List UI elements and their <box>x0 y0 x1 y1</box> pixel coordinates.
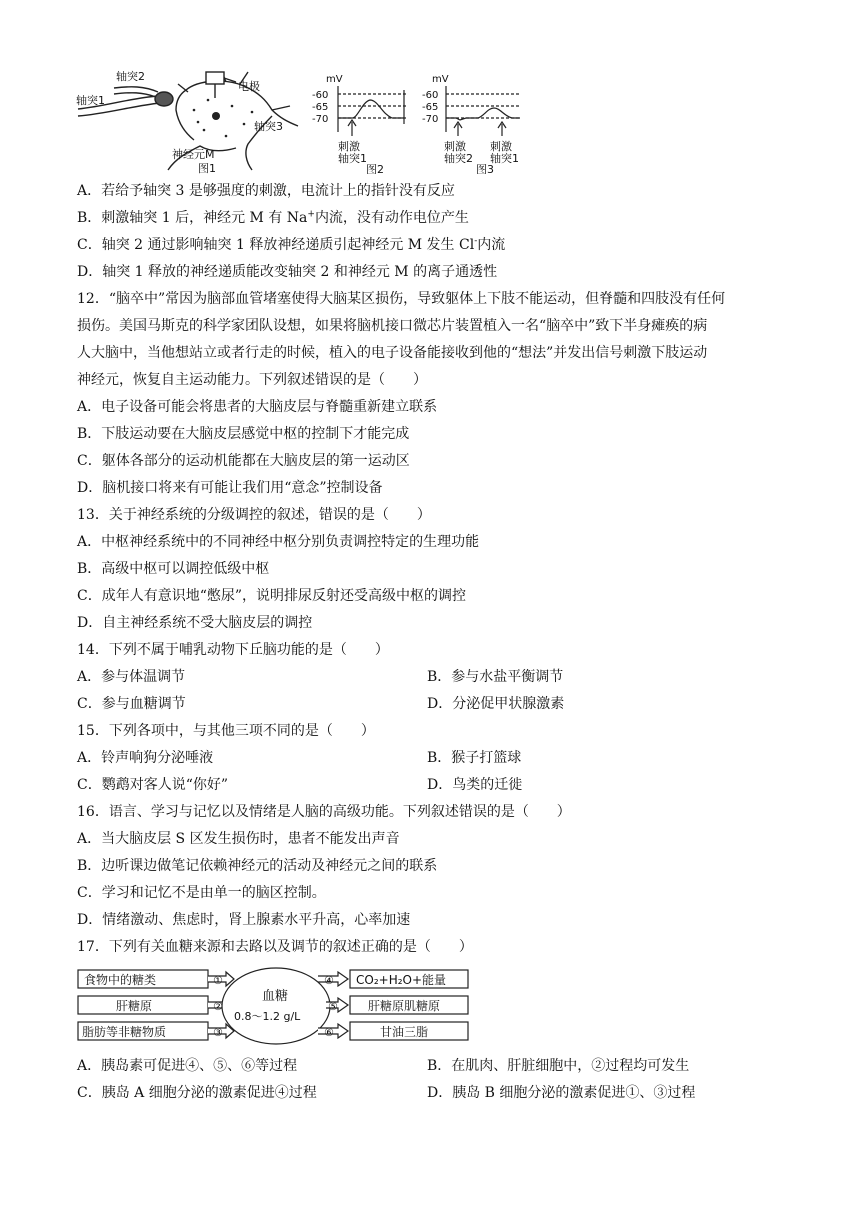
q12-stem-line4: 神经元，恢复自主运动能力。下列叙述错误的是（ ） <box>77 372 427 388</box>
caption-fig3: 图3 <box>476 163 494 174</box>
q14-option-d: D．分泌促甲状腺激素 <box>427 696 565 712</box>
num-6: ⑥ <box>324 1026 334 1039</box>
source-liver-glycogen: 肝糖原 <box>116 999 153 1013</box>
graph2-stim-2: 轴突1 <box>338 152 367 165</box>
q15-stem: 15．下列各项中，与其他三项不同的是（ ） <box>77 723 375 739</box>
graph3-tick-65: -65 <box>422 102 439 113</box>
graph2-stim-1: 刺激 <box>338 140 360 153</box>
q12-option-c: C．躯体各部分的运动机能都在大脑皮层的第一运动区 <box>77 453 410 469</box>
q13-option-d: D．自主神经系统不受大脑皮层的调控 <box>77 615 313 631</box>
label-axon1: 轴突1 <box>76 94 105 107</box>
sink-glycogen: 肝糖原肌糖原 <box>368 999 441 1013</box>
q15-option-a: A．铃声响狗分泌唾液 <box>77 750 214 766</box>
neuron-diagram <box>76 66 300 174</box>
label-electrode: 电极 <box>238 80 260 93</box>
q11-option-d: D．轴突 1 释放的神经递质能改变轴突 2 和神经元 M 的离子通透性 <box>77 264 498 280</box>
source-non-sugar: 脂肪等非糖物质 <box>82 1025 167 1039</box>
q13-option-b: B．高级中枢可以调控低级中枢 <box>77 561 270 577</box>
q12-option-b: B．下肢运动要在大脑皮层感觉中枢的控制下才能完成 <box>77 426 410 442</box>
q17-option-a: A．胰岛素可促进④、⑤、⑥等过程 <box>77 1058 298 1074</box>
q17-option-b: B．在肌肉、肝脏细胞中，②过程均可发生 <box>427 1058 690 1074</box>
blood-glucose-diagram <box>76 966 476 1048</box>
label-axon3: 轴突3 <box>254 120 283 133</box>
graph2-unit: mV <box>326 74 343 85</box>
label-neuron-m: 神经元M <box>172 148 215 161</box>
num-2: ② <box>213 1000 223 1013</box>
q11-b-sup: + <box>307 209 315 220</box>
num-4: ④ <box>324 974 334 987</box>
graph3-stimA-1: 刺激 <box>444 140 466 153</box>
q16-option-c: C．学习和记忆不是由单一的脑区控制。 <box>77 885 326 901</box>
q16-stem: 16．语言、学习与记忆以及情绪是人脑的高级功能。下列叙述错误的是（ ） <box>77 804 571 820</box>
source-food: 食物中的糖类 <box>84 973 157 987</box>
num-1: ① <box>213 974 223 987</box>
sink-energy: CO₂+H₂O+能量 <box>356 973 447 987</box>
graph3-unit: mV <box>432 74 449 85</box>
q11-c-pre: C．轴突 2 通过影响轴突 1 释放神经递质引起神经元 M 发生 Cl <box>77 237 475 253</box>
q11-c-sup: - <box>474 236 478 247</box>
q11-option-c <box>77 235 505 255</box>
q15-option-b: B．猴子打篮球 <box>427 750 522 766</box>
q14-option-b: B．参与水盐平衡调节 <box>427 669 564 685</box>
q12-option-d: D．脑机接口将来有可能让我们用“意念”控制设备 <box>77 480 383 496</box>
q17-stem: 17．下列有关血糖来源和去路以及调节的叙述正确的是（ ） <box>77 939 473 955</box>
q12-stem-line1: 12．“脑卒中”常因为脑部血管堵塞使得大脑某区损伤，导致躯体上下肢不能运动，但脊髓和四肢没有任何 <box>77 291 726 307</box>
num-3: ③ <box>213 1026 223 1039</box>
caption-fig1: 图1 <box>198 162 216 174</box>
graph3-stimA-2: 轴突2 <box>444 152 473 165</box>
potential-graph-3 <box>422 72 524 174</box>
graph3-tick-70: -70 <box>422 114 439 125</box>
q12-stem-line3: 人大脑中，当他想站立或者行走的时候，植入的电子设备能接收到他的“想法”并发出信号刺激下肢运动 <box>77 345 708 361</box>
q11-c-post: 内流 <box>477 237 506 253</box>
q14-stem: 14．下列不属于哺乳动物下丘脑功能的是（ ） <box>77 642 389 658</box>
sink-triglyceride: 甘油三脂 <box>380 1025 429 1039</box>
graph2-tick-60: -60 <box>312 90 329 101</box>
potential-graph-2 <box>312 72 412 174</box>
q17-option-d: D．胰岛 B 细胞分泌的激素促进①、③过程 <box>427 1085 696 1101</box>
q16-option-d: D．情绪激动、焦虑时，肾上腺素水平升高，心率加速 <box>77 912 411 928</box>
q11-option-a: A．若给予轴突 3 是够强度的刺激，电流计上的指针没有反应 <box>77 183 455 199</box>
graph3-tick-60: -60 <box>422 90 439 101</box>
center-range: 0.8～1.2 g/L <box>234 1010 301 1023</box>
graph3-stimB-1: 刺激 <box>490 140 512 153</box>
q14-option-c: C．参与血糖调节 <box>77 696 186 712</box>
label-axon2: 轴突2 <box>116 70 145 83</box>
graph2-tick-70: -70 <box>312 114 329 125</box>
num-5: ⑤ <box>328 1000 338 1013</box>
q14-option-a: A．参与体温调节 <box>77 669 186 685</box>
center-title: 血糖 <box>262 989 289 1004</box>
q11-b-pre: B．刺激轴突 1 后，神经元 M 有 Na <box>77 210 308 226</box>
q13-stem: 13．关于神经系统的分级调控的叙述，错误的是（ ） <box>77 507 431 523</box>
graph2-tick-65: -65 <box>312 102 329 113</box>
q13-option-a: A．中枢神经系统中的不同神经中枢分别负责调控特定的生理功能 <box>77 534 480 550</box>
q15-option-d: D．鸟类的迁徙 <box>427 777 523 793</box>
caption-fig2: 图2 <box>366 163 384 174</box>
q16-option-b: B．边听课边做笔记依赖神经元的活动及神经元之间的联系 <box>77 858 438 874</box>
q13-option-c: C．成年人有意识地“憋尿”，说明排尿反射还受高级中枢的调控 <box>77 588 467 604</box>
q17-option-c: C．胰岛 A 细胞分泌的激素促进④过程 <box>77 1085 317 1101</box>
q16-option-a: A．当大脑皮层 S 区发生损伤时，患者不能发出声音 <box>77 831 400 847</box>
q11-option-b <box>77 208 469 228</box>
q15-option-c: C．鹦鹉对客人说“你好” <box>77 777 229 793</box>
q12-option-a: A．电子设备可能会将患者的大脑皮层与脊髓重新建立联系 <box>77 399 438 415</box>
q11-b-post: 内流，没有动作电位产生 <box>314 210 469 226</box>
q12-stem-line2: 损伤。美国马斯克的科学家团队设想，如果将脑机接口微芯片装置植入一名“脑卒中”致下半身瘫痪的病 <box>77 318 708 334</box>
graph3-stimB-2: 轴突1 <box>490 152 519 165</box>
